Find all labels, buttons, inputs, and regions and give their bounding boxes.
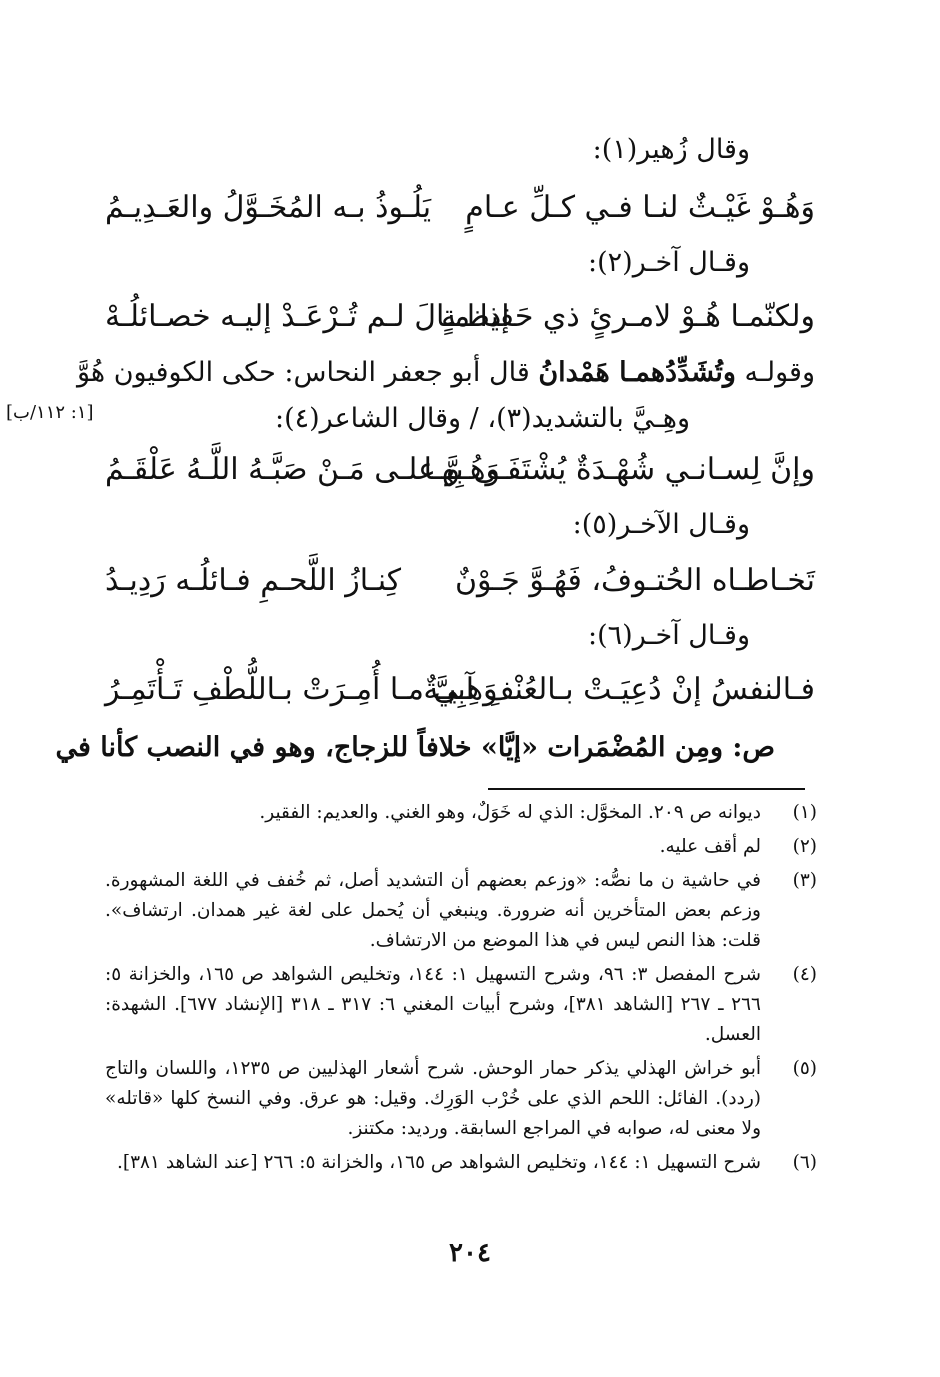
footnote-text: ديوانه ص ٢٠٩. المخوَّل: الذي له خَوَلٌ، وهو الغني. والعديم: الفقير. xyxy=(259,802,761,823)
verse-4-first-hemistich: تَخـاطـاه الحُتـوفُ، فَهُـوَّ جَـوْنٌ xyxy=(454,563,815,598)
footnote-text: لم أقف عليه. xyxy=(659,836,761,857)
prose-line-2: وهِـيَّ بالتشديد(٣)، / وقال الشاعر(٤): xyxy=(274,403,690,434)
verse-3-second-hemistich: وَهُـوَّ علـى مَـنْ صَبَّـهُ اللَّـهُ عَلْقَـمُ xyxy=(105,452,501,487)
footnote-separator xyxy=(488,788,805,790)
verse-1 xyxy=(105,184,815,232)
intro-line-3: وقـال الآخـر(٥): xyxy=(572,509,750,540)
verse-3 xyxy=(105,446,815,494)
footnote-number: (٦) xyxy=(792,1152,817,1173)
footnote xyxy=(105,832,817,862)
intro-line-1: وقال زُهير(١): xyxy=(592,134,750,165)
verse-5 xyxy=(105,666,815,714)
prose-line-1-lead: وقولـه xyxy=(735,357,815,388)
footnote-number: (٣) xyxy=(792,870,817,891)
page-number: ٢٠٤ xyxy=(449,1238,491,1268)
footnotes xyxy=(105,798,817,1182)
footnote xyxy=(105,798,817,828)
verse-1-second-hemistich: يَلُـوذُ بـه المُخَـوَّلُ والعَـدِيـمُ xyxy=(105,190,432,225)
footnote-text: شرح المفصل ٣: ٩٦، وشرح التسهيل ١: ١٤٤، وتخليص الشواهد ص ١٦٥، والخزانة ٥: ٢٦٦ ـ ٢٦٧ [الشاهد ٣٨١]، وشرح أبيات المغني ٦: ٣١٧ ـ ٣١٨ [الإنشاد ٦٧٧]. الشهدة: العسل. xyxy=(105,964,761,1045)
intro-line-2: وقـال آخـر(٢): xyxy=(588,247,750,278)
prose-line-1 xyxy=(77,352,815,394)
verse-2-second-hemistich: إذا مـالَ لـم تُـرْعَـدْ إليـه خصـائلُـهْ xyxy=(105,299,510,334)
footnote-number: (٤) xyxy=(792,964,817,985)
verse-5-second-hemistich: وَهِـيَّ مـا أُمِـرَتْ بـاللُّطْفِ تَـأْتَمِـرُ xyxy=(105,672,498,707)
footnote xyxy=(105,1148,817,1178)
verse-5-first-hemistich: فـالنفسُ إنْ دُعِيَـتْ بـالعُنْفِ آبِيـةٌ xyxy=(423,672,815,707)
manuscript-folio-reference: [١: ١١٢/ب] xyxy=(6,402,94,423)
footnote xyxy=(105,866,817,956)
verse-2 xyxy=(105,293,815,341)
intro-line-4: وقـال آخـر(٦): xyxy=(588,620,750,651)
verse-4 xyxy=(105,557,815,605)
prose-line-3: ص: ومِن المُضْمَرات «إيَّا» خلافاً للزجاج، وهو في النصب كأنا في xyxy=(55,732,775,763)
footnote-text: أبو خراش الهذلي يذكر حمار الوحش. شرح أشعار الهذليين ص ١٢٣٥، واللسان والتاج (ردد). الفائل: اللحم الذي على خُرْب الوَرِك. وقيل: هو عرق. وفي النسخ كلها «قاتله» ولا معنى له، صوابه في المراجع السابقة. ورديد: مكتنز. xyxy=(105,1058,761,1139)
verse-3-first-hemistich: وإنَّ لِسـانـي شُهْـدَةٌ يُشْتَفَـى بِهـا xyxy=(423,452,815,487)
footnote xyxy=(105,1054,817,1144)
footnote-text: في حاشية ن ما نصُّه: «وزعم بعضهم أن التشديد أصل، ثم خُفف في اللغة المشهورة. وزعم بعض المتأخرين أنه ضرورة. وينبغي أن يُحمل على لغة غير همدان. ارتشاف». قلت: هذا النص ليس في هذا الموضع من الارتشاف. xyxy=(105,870,761,951)
footnote-text: شرح التسهيل ١: ١٤٤، وتخليص الشواهد ص ١٦٥، والخزانة ٥: ٢٦٦ [عند الشاهد ٣٨١]. xyxy=(117,1152,761,1173)
footnote-number: (٢) xyxy=(792,836,817,857)
verse-2-first-hemistich: ولكنّمـا هُـوْ لامـرئٍ ذي حَفيظـةٍ xyxy=(441,299,815,334)
footnote-number: (١) xyxy=(792,802,817,823)
verse-1-first-hemistich: وَهُـوْ غَيْـثٌ لنـا فـي كـلِّ عـامٍ xyxy=(465,190,815,225)
prose-line-1-rest: قال أبو جعفر النحاس: حكى الكوفيون هُوَّ xyxy=(76,357,539,388)
verse-4-second-hemistich: كِنـازُ اللَّحـمِ فـائلُـه رَدِيـدُ xyxy=(105,563,402,598)
footnote xyxy=(105,960,817,1050)
footnote-number: (٥) xyxy=(792,1058,817,1079)
prose-line-1-bold: وتُشَدِّدُهمـا هَمْدانُ xyxy=(538,357,736,388)
